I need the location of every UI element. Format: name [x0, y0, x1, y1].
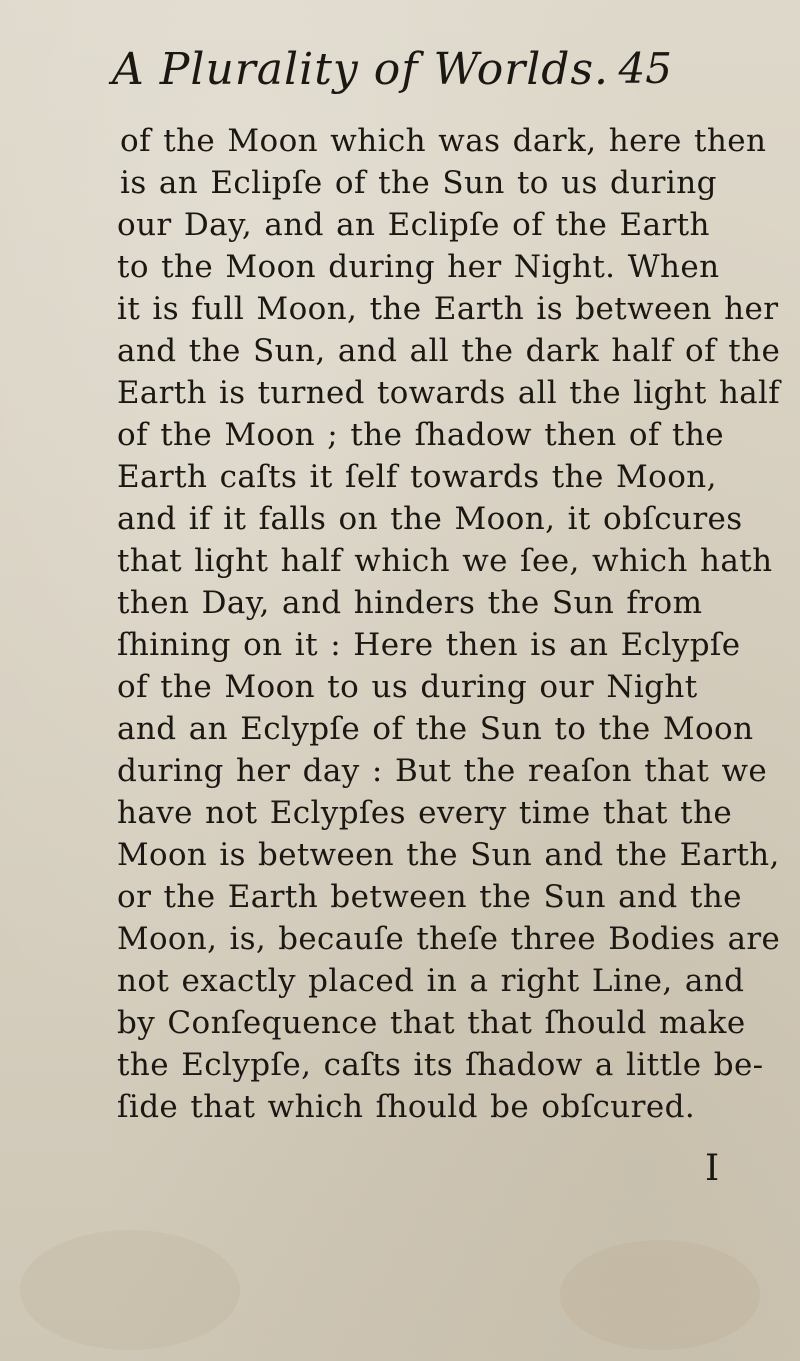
text-line: during her day : But the reaſon that we — [117, 753, 768, 789]
text-line: and if it falls on the Moon, it obſcures — [117, 501, 743, 537]
text-line: the Eclypſe, caſts its ſhadow a little be- — [117, 1047, 764, 1083]
text-line: that light half which we ſee, which hath — [117, 543, 773, 579]
text-line: of the Moon to us during our Night — [117, 669, 698, 705]
text-line: then Day, and hinders the Sun from — [117, 585, 703, 621]
paper-stain — [20, 1230, 240, 1350]
page-number: 45 — [618, 44, 672, 93]
running-title: A Plurality of Worlds. — [112, 44, 610, 95]
catchword: I — [705, 1148, 720, 1189]
text-line: of the Moon ; the ſhadow then of the — [117, 417, 724, 453]
text-line: Moon, is, becauſe theſe three Bodies are — [117, 921, 781, 957]
paper-stain — [560, 1240, 760, 1350]
text-line: to the Moon during her Night. When — [117, 249, 720, 285]
text-line: ſide that which ſhould be obſcured. — [117, 1089, 696, 1125]
text-line: our Day, and an Eclipſe of the Earth — [117, 207, 710, 243]
text-line: and an Eclypſe of the Sun to the Moon — [117, 711, 754, 747]
text-line: or the Earth between the Sun and the — [117, 879, 742, 915]
text-line: it is full Moon, the Earth is between her — [117, 291, 779, 327]
text-line: have not Eclypſes every time that the — [117, 795, 733, 831]
text-line: Earth caſts it ſelf towards the Moon, — [117, 459, 717, 495]
running-head — [112, 44, 672, 104]
text-line: Earth is turned towards all the light half — [117, 375, 781, 411]
text-line: and the Sun, and all the dark half of the — [117, 333, 781, 369]
text-line: ſhining on it : Here then is an Eclypſe — [117, 627, 741, 663]
text-line: of the Moon which was dark, here then — [120, 123, 767, 159]
text-line: by Conſequence that that ſhould make — [117, 1005, 746, 1041]
text-line: is an Eclipſe of the Sun to us during — [120, 165, 717, 201]
text-line: Moon is between the Sun and the Earth, — [117, 837, 780, 873]
text-line: not exactly placed in a right Line, and — [117, 963, 745, 999]
